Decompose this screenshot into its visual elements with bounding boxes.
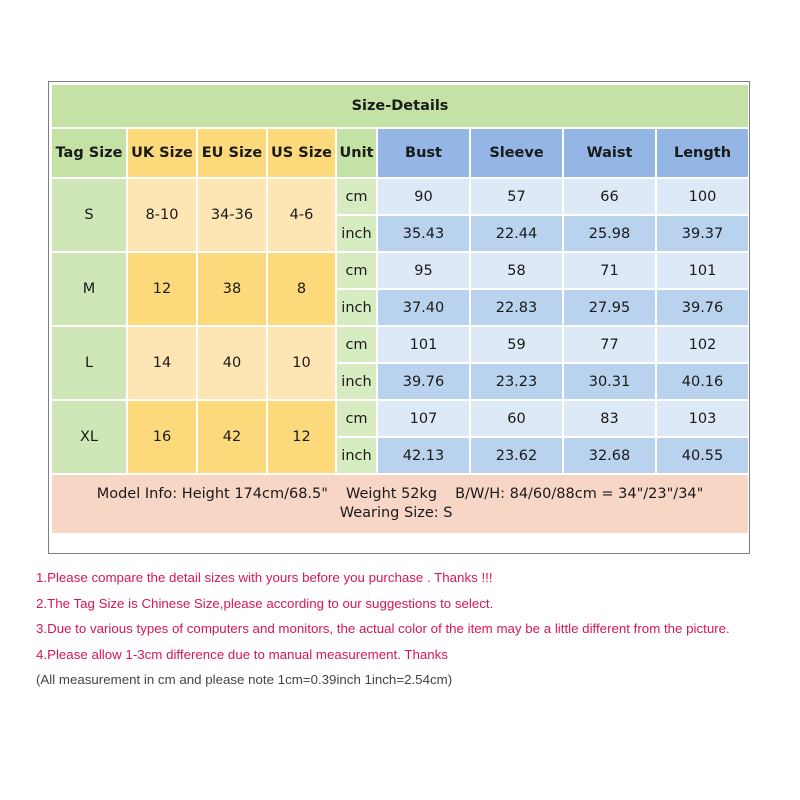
sleeve-cm-cell: 57 <box>470 178 563 215</box>
waist-cm-cell: 77 <box>563 326 656 363</box>
model-weight: Weight 52kg <box>345 486 438 502</box>
eu-size-cell: 34-36 <box>197 178 267 252</box>
sleeve-inch-cell: 22.83 <box>470 289 563 326</box>
sleeve-inch-cell: 23.23 <box>470 363 563 400</box>
eu-size-cell: 40 <box>197 326 267 400</box>
waist-inch-cell: 30.31 <box>563 363 656 400</box>
waist-inch-cell: 27.95 <box>563 289 656 326</box>
note-2: 2.The Tag Size is Chinese Size,please according to our suggestions to select. <box>36 595 494 611</box>
header-uk-size: UK Size <box>127 128 197 178</box>
size-row-s-cm <box>51 178 749 215</box>
header-row <box>51 128 749 178</box>
unit-cell: cm <box>336 252 377 289</box>
waist-cm-cell: 66 <box>563 178 656 215</box>
bust-inch-cell: 39.76 <box>377 363 470 400</box>
waist-inch-cell: 25.98 <box>563 215 656 252</box>
unit-cell: inch <box>336 289 377 326</box>
bust-inch-cell: 42.13 <box>377 437 470 474</box>
unit-cell: inch <box>336 215 377 252</box>
model-info-row <box>51 474 749 534</box>
bust-cm-cell: 107 <box>377 400 470 437</box>
table-title: Size-Details <box>51 84 749 128</box>
model-wearing-size: Wearing Size: S <box>339 505 453 521</box>
eu-size-cell: 38 <box>197 252 267 326</box>
note-measurement: (All measurement in cm and please note 1cm=0.39inch 1inch=2.54cm) <box>36 672 453 687</box>
note-3: 3.Due to various types of computers and monitors, the actual color of the item may be a little different from the picture. <box>36 621 730 636</box>
notes-list <box>36 568 796 696</box>
bust-cm-cell: 90 <box>377 178 470 215</box>
us-size-cell: 12 <box>267 400 336 474</box>
header-sleeve: Sleeve <box>470 128 563 178</box>
header-us-size: US Size <box>267 128 336 178</box>
bust-cm-cell: 95 <box>377 252 470 289</box>
title-row <box>51 84 749 128</box>
unit-cell: cm <box>336 178 377 215</box>
sleeve-cm-cell: 60 <box>470 400 563 437</box>
header-unit: Unit <box>336 128 377 178</box>
tag-size-cell: S <box>51 178 127 252</box>
uk-size-cell: 8-10 <box>127 178 197 252</box>
note-4: 4.Please allow 1-3cm difference due to manual measurement. Thanks <box>36 646 448 662</box>
unit-cell: inch <box>336 363 377 400</box>
size-row-xl-cm <box>51 400 749 437</box>
bust-cm-cell: 101 <box>377 326 470 363</box>
size-row-m-cm <box>51 252 749 289</box>
sleeve-inch-cell: 23.62 <box>470 437 563 474</box>
unit-cell: inch <box>336 437 377 474</box>
size-details-table <box>50 83 750 535</box>
model-height: Model Info: Height 174cm/68.5" <box>96 486 328 502</box>
waist-inch-cell: 32.68 <box>563 437 656 474</box>
size-row-l-cm <box>51 326 749 363</box>
length-inch-cell: 39.37 <box>656 215 749 252</box>
waist-cm-cell: 83 <box>563 400 656 437</box>
unit-cell: cm <box>336 326 377 363</box>
tag-size-cell: XL <box>51 400 127 474</box>
bust-inch-cell: 37.40 <box>377 289 470 326</box>
note-1: 1.Please compare the detail sizes with yours before you purchase . Thanks !!! <box>36 570 493 585</box>
length-cm-cell: 100 <box>656 178 749 215</box>
sleeve-cm-cell: 58 <box>470 252 563 289</box>
length-inch-cell: 40.16 <box>656 363 749 400</box>
model-info-cell <box>51 474 749 534</box>
unit-cell: cm <box>336 400 377 437</box>
waist-cm-cell: 71 <box>563 252 656 289</box>
tag-size-cell: M <box>51 252 127 326</box>
bust-inch-cell: 35.43 <box>377 215 470 252</box>
header-eu-size: EU Size <box>197 128 267 178</box>
sleeve-cm-cell: 59 <box>470 326 563 363</box>
length-cm-cell: 103 <box>656 400 749 437</box>
us-size-cell: 4-6 <box>267 178 336 252</box>
length-inch-cell: 39.76 <box>656 289 749 326</box>
eu-size-cell: 42 <box>197 400 267 474</box>
model-bwh: B/W/H: 84/60/88cm = 34"/23"/34" <box>455 486 704 502</box>
uk-size-cell: 12 <box>127 252 197 326</box>
header-tag-size: Tag Size <box>51 128 127 178</box>
model-info-block <box>97 485 704 523</box>
sleeve-inch-cell: 22.44 <box>470 215 563 252</box>
length-cm-cell: 102 <box>656 326 749 363</box>
us-size-cell: 10 <box>267 326 336 400</box>
header-waist: Waist <box>563 128 656 178</box>
header-bust: Bust <box>377 128 470 178</box>
tag-size-cell: L <box>51 326 127 400</box>
header-length: Length <box>656 128 749 178</box>
length-inch-cell: 40.55 <box>656 437 749 474</box>
us-size-cell: 8 <box>267 252 336 326</box>
uk-size-cell: 16 <box>127 400 197 474</box>
length-cm-cell: 101 <box>656 252 749 289</box>
uk-size-cell: 14 <box>127 326 197 400</box>
